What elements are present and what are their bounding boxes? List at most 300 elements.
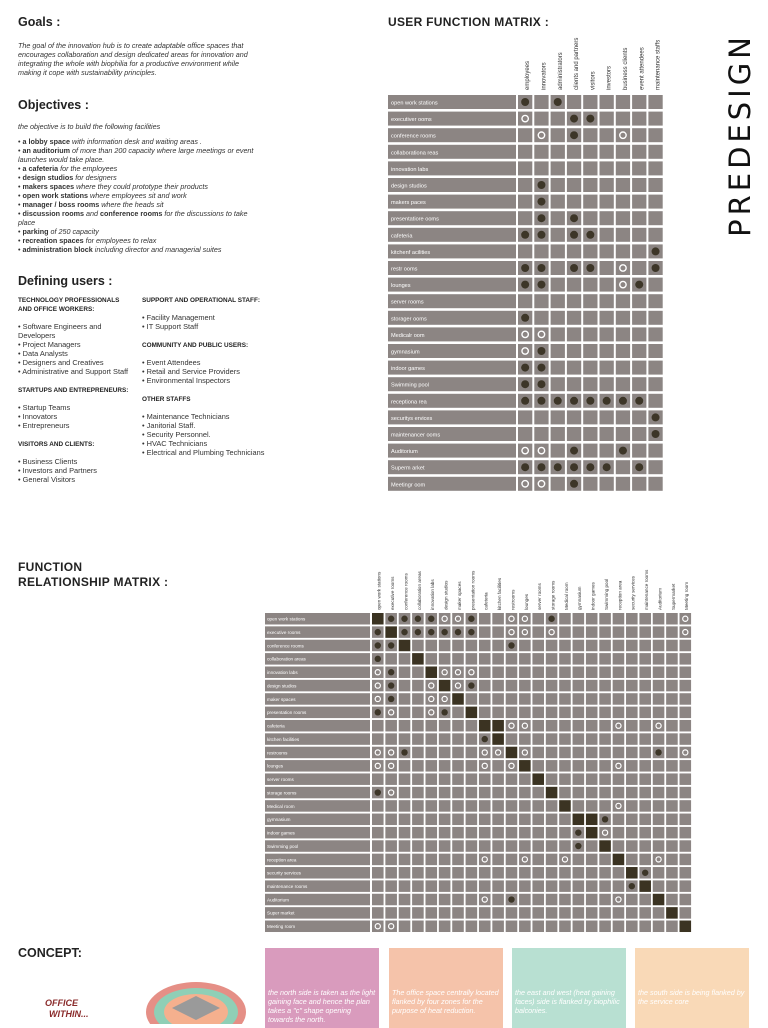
relation-matrix-cell (506, 907, 518, 919)
relation-matrix-cell (385, 626, 397, 638)
user-matrix-cell (632, 112, 646, 126)
relation-matrix-cell (546, 787, 558, 799)
relation-matrix-row-label: maker spaces (267, 696, 296, 702)
relation-matrix-cell (439, 680, 451, 692)
relation-matrix-cell (372, 867, 384, 879)
user-matrix-cell (534, 410, 548, 424)
user-matrix-cell (534, 327, 548, 341)
user-matrix-cell (518, 327, 532, 341)
relation-matrix-cell (573, 720, 585, 732)
relation-matrix-column-header: maintenance rooms (644, 569, 650, 610)
relation-matrix-cell (613, 666, 625, 678)
relation-matrix-cell (532, 773, 544, 785)
relation-matrix-cell (573, 760, 585, 772)
relation-matrix-column-header: server rooms (537, 583, 543, 610)
user-group-item: • Innovators (18, 412, 58, 421)
relation-matrix-cell (653, 640, 665, 652)
relation-matrix-cell (519, 787, 531, 799)
relation-matrix-cell (613, 626, 625, 638)
filled-dot-icon (537, 181, 545, 189)
relation-matrix-cell (559, 854, 571, 866)
user-matrix-cell (551, 327, 565, 341)
user-matrix-cell (583, 161, 597, 175)
user-matrix-cell (600, 128, 614, 142)
filled-dot-icon (586, 397, 594, 405)
user-matrix-cell (648, 311, 662, 325)
relation-matrix-cell (546, 666, 558, 678)
user-group-item: • Event Attendees (142, 358, 201, 367)
user-matrix-cell (616, 311, 630, 325)
user-group-item: • Software Engineers and Developers (18, 322, 102, 340)
relation-matrix-cell (466, 787, 478, 799)
relation-matrix-cell (559, 653, 571, 665)
relation-matrix-cell (626, 921, 638, 933)
relation-matrix-cell (425, 907, 437, 919)
user-matrix-cell (583, 444, 597, 458)
relation-matrix-cell (466, 773, 478, 785)
relation-matrix-cell (626, 653, 638, 665)
user-group-list (18, 457, 134, 484)
user-matrix-cell (616, 427, 630, 441)
relation-matrix-cell (385, 894, 397, 906)
relation-matrix-cell (439, 921, 451, 933)
filled-dot-icon (521, 98, 529, 106)
relation-matrix-cell (452, 680, 464, 692)
relation-matrix-cell (452, 707, 464, 719)
filled-dot-icon (619, 447, 627, 455)
relation-matrix-cell (546, 760, 558, 772)
relation-matrix-cell (425, 894, 437, 906)
relation-matrix-cell (519, 666, 531, 678)
relation-matrix-cell (666, 907, 678, 919)
relation-matrix-cell (559, 827, 571, 839)
user-matrix-cell (551, 211, 565, 225)
user-matrix-cell (551, 145, 565, 159)
relation-matrix-cell (559, 880, 571, 892)
relation-matrix-cell (573, 894, 585, 906)
filled-dot-icon (537, 198, 545, 206)
relation-matrix-cell (372, 840, 384, 852)
relation-matrix-cell (532, 867, 544, 879)
goals-section (18, 15, 260, 77)
relation-matrix-cell (479, 921, 491, 933)
relation-matrix-cell (653, 854, 665, 866)
relation-matrix-cell (479, 840, 491, 852)
relation-matrix-cell (412, 840, 424, 852)
relation-matrix-cell (452, 640, 464, 652)
relation-matrix-cell (506, 827, 518, 839)
user-matrix-cell (616, 112, 630, 126)
relation-matrix-cell (586, 880, 598, 892)
relation-matrix-cell (532, 666, 544, 678)
relation-matrix-cell (573, 707, 585, 719)
relation-matrix-row-label: executive rooms (267, 629, 301, 635)
user-matrix-row-label: cafeteria (391, 233, 413, 240)
filled-dot-icon (521, 231, 529, 239)
relation-matrix-cell (519, 653, 531, 665)
relation-matrix-cell (439, 907, 451, 919)
relation-matrix-cell (599, 613, 611, 625)
user-matrix-row-label: securitys ervices (391, 415, 433, 422)
filled-dot-icon (635, 397, 643, 405)
relation-matrix-cell (479, 827, 491, 839)
relation-matrix-cell (439, 640, 451, 652)
user-matrix-cell (551, 278, 565, 292)
relation-matrix-cell (452, 800, 464, 812)
user-matrix-cell (648, 361, 662, 375)
user-group-list (18, 403, 134, 430)
relation-matrix-cell (613, 840, 625, 852)
relation-matrix-cell (653, 814, 665, 826)
user-matrix-cell (567, 311, 581, 325)
relation-matrix-cell (653, 693, 665, 705)
filled-dot-icon (635, 281, 643, 289)
user-matrix-cell (600, 377, 614, 391)
relation-matrix-cell (559, 787, 571, 799)
filled-dot-icon (603, 463, 611, 471)
relation-matrix-cell (452, 854, 464, 866)
user-matrix-cell (616, 95, 630, 109)
relation-matrix-cell (399, 840, 411, 852)
user-matrix-cell (616, 278, 630, 292)
relation-matrix-row-label: storage rooms (267, 790, 297, 796)
relation-matrix-title (18, 560, 168, 590)
relation-matrix-cell (613, 613, 625, 625)
relation-matrix-cell (399, 640, 411, 652)
relation-matrix-cell (653, 733, 665, 745)
relation-matrix-column-header: storage rooms (550, 580, 556, 610)
filled-dot-icon (441, 709, 447, 715)
user-matrix-cell (583, 294, 597, 308)
relation-matrix-cell (425, 814, 437, 826)
users-section (18, 274, 268, 484)
relation-matrix-cell (573, 867, 585, 879)
relation-matrix-cell (372, 907, 384, 919)
relation-matrix-cell (613, 693, 625, 705)
relation-matrix-cell (492, 800, 504, 812)
user-matrix-cell (551, 112, 565, 126)
relation-matrix-cell (546, 800, 558, 812)
relation-matrix-cell (506, 880, 518, 892)
relation-matrix-cell (573, 693, 585, 705)
user-group-item: • Janitorial Staff. (142, 421, 196, 430)
office-within-label (45, 998, 89, 1020)
relation-matrix-cell (492, 720, 504, 732)
relation-matrix-cell (546, 921, 558, 933)
user-matrix-cell (632, 427, 646, 441)
user-matrix-cell (600, 112, 614, 126)
relation-matrix-cell (546, 894, 558, 906)
objective-item: • administration block including director and managerial suites (18, 245, 222, 254)
filled-dot-icon (401, 629, 407, 635)
relation-matrix-cell (412, 867, 424, 879)
goals-title: Goals : (18, 15, 61, 29)
objective-item: • open work stations where employees sit and work (18, 191, 187, 200)
user-matrix-cell (534, 444, 548, 458)
relation-matrix-cell (479, 787, 491, 799)
user-matrix-cell (534, 244, 548, 258)
user-matrix-cell (551, 294, 565, 308)
relation-matrix-cell (519, 894, 531, 906)
relation-matrix-cell (573, 800, 585, 812)
user-matrix-cell (600, 145, 614, 159)
relation-matrix-cell (466, 707, 478, 719)
filled-dot-icon (508, 642, 514, 648)
user-matrix-column-header: innovators (541, 62, 548, 90)
user-matrix-cell (632, 95, 646, 109)
relation-matrix-cell (532, 720, 544, 732)
relation-matrix-cell (586, 720, 598, 732)
relation-matrix-cell (546, 907, 558, 919)
user-matrix-cell (551, 427, 565, 441)
relation-matrix-cell (399, 666, 411, 678)
relation-matrix-cell (479, 867, 491, 879)
relation-matrix-cell (425, 840, 437, 852)
relation-matrix-cell (399, 827, 411, 839)
relation-matrix-cell (546, 854, 558, 866)
user-matrix-cell (518, 477, 532, 491)
relation-matrix-cell (546, 693, 558, 705)
user-matrix-cell (600, 244, 614, 258)
filled-dot-icon (652, 430, 660, 438)
relation-matrix-cell (573, 814, 585, 826)
relation-matrix-cell (466, 653, 478, 665)
relation-matrix-cell (559, 867, 571, 879)
relation-matrix-title-line1: FUNCTION (18, 560, 83, 574)
relation-matrix-cell (599, 640, 611, 652)
user-matrix-cell (518, 244, 532, 258)
filled-dot-icon (468, 629, 474, 635)
relation-matrix-column-header: gymnasium (577, 586, 583, 610)
relation-matrix-cell (506, 653, 518, 665)
relation-matrix-cell (385, 760, 397, 772)
relation-matrix-cell (372, 773, 384, 785)
relation-matrix-cell (586, 666, 598, 678)
relation-matrix-cell (492, 773, 504, 785)
user-matrix-column-header: employees (525, 60, 532, 90)
relation-matrix-cell (666, 814, 678, 826)
relation-matrix-cell (586, 760, 598, 772)
relation-matrix-cell (412, 894, 424, 906)
office-line-1: OFFICE (45, 998, 78, 1008)
relation-matrix-cell (546, 773, 558, 785)
relation-matrix-cell (573, 773, 585, 785)
relation-matrix-column-header: Auditorium (657, 588, 663, 610)
user-matrix-cell (632, 377, 646, 391)
relation-matrix-cell (466, 867, 478, 879)
concept-box-text: the east and west (heat gaining faces) side is flanked by biophilic balconies. (515, 988, 620, 1015)
relation-matrix-cell (492, 894, 504, 906)
filled-dot-icon (375, 642, 381, 648)
relation-matrix-cell (492, 680, 504, 692)
relation-matrix-column-header: security services (630, 576, 636, 610)
user-matrix-cell (648, 128, 662, 142)
user-group-item: • Startup Teams (18, 403, 71, 412)
relation-matrix-cell (372, 693, 384, 705)
user-matrix-cell (583, 278, 597, 292)
user-matrix-cell (534, 294, 548, 308)
relation-matrix-cell (680, 894, 692, 906)
relation-matrix-cell (613, 854, 625, 866)
relation-matrix-cell (546, 653, 558, 665)
relation-matrix-cell (425, 666, 437, 678)
relation-matrix-cell (492, 880, 504, 892)
user-matrix-cell (648, 95, 662, 109)
relation-matrix-column-header: Medical room (563, 582, 569, 610)
relation-matrix-cell (573, 613, 585, 625)
relation-matrix-cell (626, 840, 638, 852)
user-matrix-cell (632, 195, 646, 209)
user-matrix-cell (600, 327, 614, 341)
user-matrix-cell (648, 112, 662, 126)
relation-matrix-column-header: cafeteria (483, 592, 489, 610)
user-matrix-cell (648, 477, 662, 491)
relation-matrix-cell (425, 747, 437, 759)
relation-matrix-cell (680, 773, 692, 785)
relation-matrix-cell (452, 827, 464, 839)
user-matrix-cell (632, 145, 646, 159)
filled-dot-icon (537, 347, 545, 355)
user-group-heading: TECHNOLOGY PROFESSIONALS AND OFFICE WORKERS: (18, 297, 120, 313)
user-matrix-cell (632, 261, 646, 275)
relation-matrix-cell (479, 693, 491, 705)
relation-matrix-cell (439, 693, 451, 705)
user-matrix-cell (648, 377, 662, 391)
relation-matrix-cell (599, 760, 611, 772)
relation-matrix-cell (666, 827, 678, 839)
filled-dot-icon (537, 380, 545, 388)
user-matrix-cell (616, 344, 630, 358)
users-title: Defining users : (18, 274, 113, 288)
user-matrix-cell (616, 361, 630, 375)
user-matrix-cell (648, 294, 662, 308)
function-relationship-matrix (260, 555, 700, 940)
relation-matrix-cell (573, 747, 585, 759)
user-group-list (142, 313, 266, 331)
relation-matrix-cell (559, 840, 571, 852)
filled-dot-icon (635, 463, 643, 471)
relation-matrix-cell (626, 787, 638, 799)
relation-matrix-cell (385, 840, 397, 852)
filled-dot-icon (570, 480, 578, 488)
relation-matrix-row-label: Swimming pool (267, 843, 299, 849)
filled-dot-icon (570, 115, 578, 123)
relation-matrix-cell (492, 613, 504, 625)
relation-matrix-cell (519, 720, 531, 732)
user-matrix-cell (632, 344, 646, 358)
relation-matrix-cell (546, 840, 558, 852)
user-matrix-cell (551, 228, 565, 242)
relation-matrix-cell (586, 814, 598, 826)
filled-dot-icon (521, 380, 529, 388)
user-matrix-cell (583, 95, 597, 109)
relation-matrix-cell (639, 760, 651, 772)
relation-matrix-cell (439, 653, 451, 665)
relation-matrix-cell (425, 787, 437, 799)
filled-dot-icon (619, 397, 627, 405)
user-matrix-cell (534, 95, 548, 109)
relation-matrix-cell (519, 880, 531, 892)
relation-matrix-cell (412, 773, 424, 785)
relation-matrix-cell (559, 720, 571, 732)
relation-matrix-cell (412, 747, 424, 759)
relation-matrix-row-label: gymnasium (267, 817, 291, 823)
relation-matrix-cell (506, 867, 518, 879)
relation-matrix-cell (599, 800, 611, 812)
relation-matrix-cell (532, 626, 544, 638)
user-matrix-cell (616, 178, 630, 192)
relation-matrix-cell (385, 707, 397, 719)
relation-matrix-cell (653, 760, 665, 772)
relation-matrix-cell (599, 666, 611, 678)
user-matrix-cell (551, 244, 565, 258)
user-matrix-cell (648, 344, 662, 358)
relation-matrix-cell (519, 800, 531, 812)
relation-matrix-cell (666, 733, 678, 745)
filled-dot-icon (521, 397, 529, 405)
relation-matrix-cell (506, 666, 518, 678)
relation-matrix-cell (666, 747, 678, 759)
relation-matrix-cell (466, 827, 478, 839)
relation-matrix-cell (639, 707, 651, 719)
relation-matrix-cell (479, 747, 491, 759)
relation-matrix-cell (666, 787, 678, 799)
user-matrix-cell (583, 410, 597, 424)
relation-matrix-cell (452, 840, 464, 852)
user-matrix-cell (551, 128, 565, 142)
user-matrix-cell (600, 361, 614, 375)
concept-diagram (144, 976, 252, 1024)
relation-matrix-cell (452, 693, 464, 705)
user-matrix-cell (616, 244, 630, 258)
relation-matrix-cell (546, 827, 558, 839)
relation-matrix-cell (412, 707, 424, 719)
user-matrix-row-label: Meetingr oom (391, 482, 426, 489)
user-matrix-row-label: lounges (391, 283, 411, 290)
relation-matrix-cell (412, 760, 424, 772)
user-matrix-cell (648, 228, 662, 242)
relation-matrix-cell (666, 854, 678, 866)
relation-matrix-cell (492, 666, 504, 678)
relation-matrix-cell (506, 720, 518, 732)
user-matrix-cell (648, 145, 662, 159)
relation-matrix-column-header: maker spaces (456, 581, 462, 610)
relation-matrix-cell (680, 680, 692, 692)
user-matrix-cell (632, 361, 646, 375)
relation-matrix-cell (466, 720, 478, 732)
relation-matrix-cell (399, 707, 411, 719)
filled-dot-icon (652, 247, 660, 255)
user-matrix-cell (518, 344, 532, 358)
relation-matrix-cell (506, 854, 518, 866)
objective-item: • discussion rooms and conference rooms for the discussions to take place (18, 209, 248, 227)
relation-matrix-cell (412, 653, 424, 665)
relation-matrix-cell (492, 840, 504, 852)
relation-matrix-cell (613, 907, 625, 919)
relation-matrix-cell (412, 693, 424, 705)
relation-matrix-cell (586, 733, 598, 745)
relation-matrix-cell (586, 653, 598, 665)
relation-matrix-cell (506, 787, 518, 799)
objective-item: • a cafeteria for the employees (18, 164, 118, 173)
user-matrix-cell (567, 145, 581, 159)
relation-matrix-row-label: Medical room (267, 803, 295, 809)
user-matrix-cell (583, 361, 597, 375)
relation-matrix-cell (586, 854, 598, 866)
relation-matrix-cell (466, 640, 478, 652)
user-matrix-row-label: maintenancer ooms (391, 432, 441, 439)
objective-item: • design studios for designers (18, 173, 117, 182)
